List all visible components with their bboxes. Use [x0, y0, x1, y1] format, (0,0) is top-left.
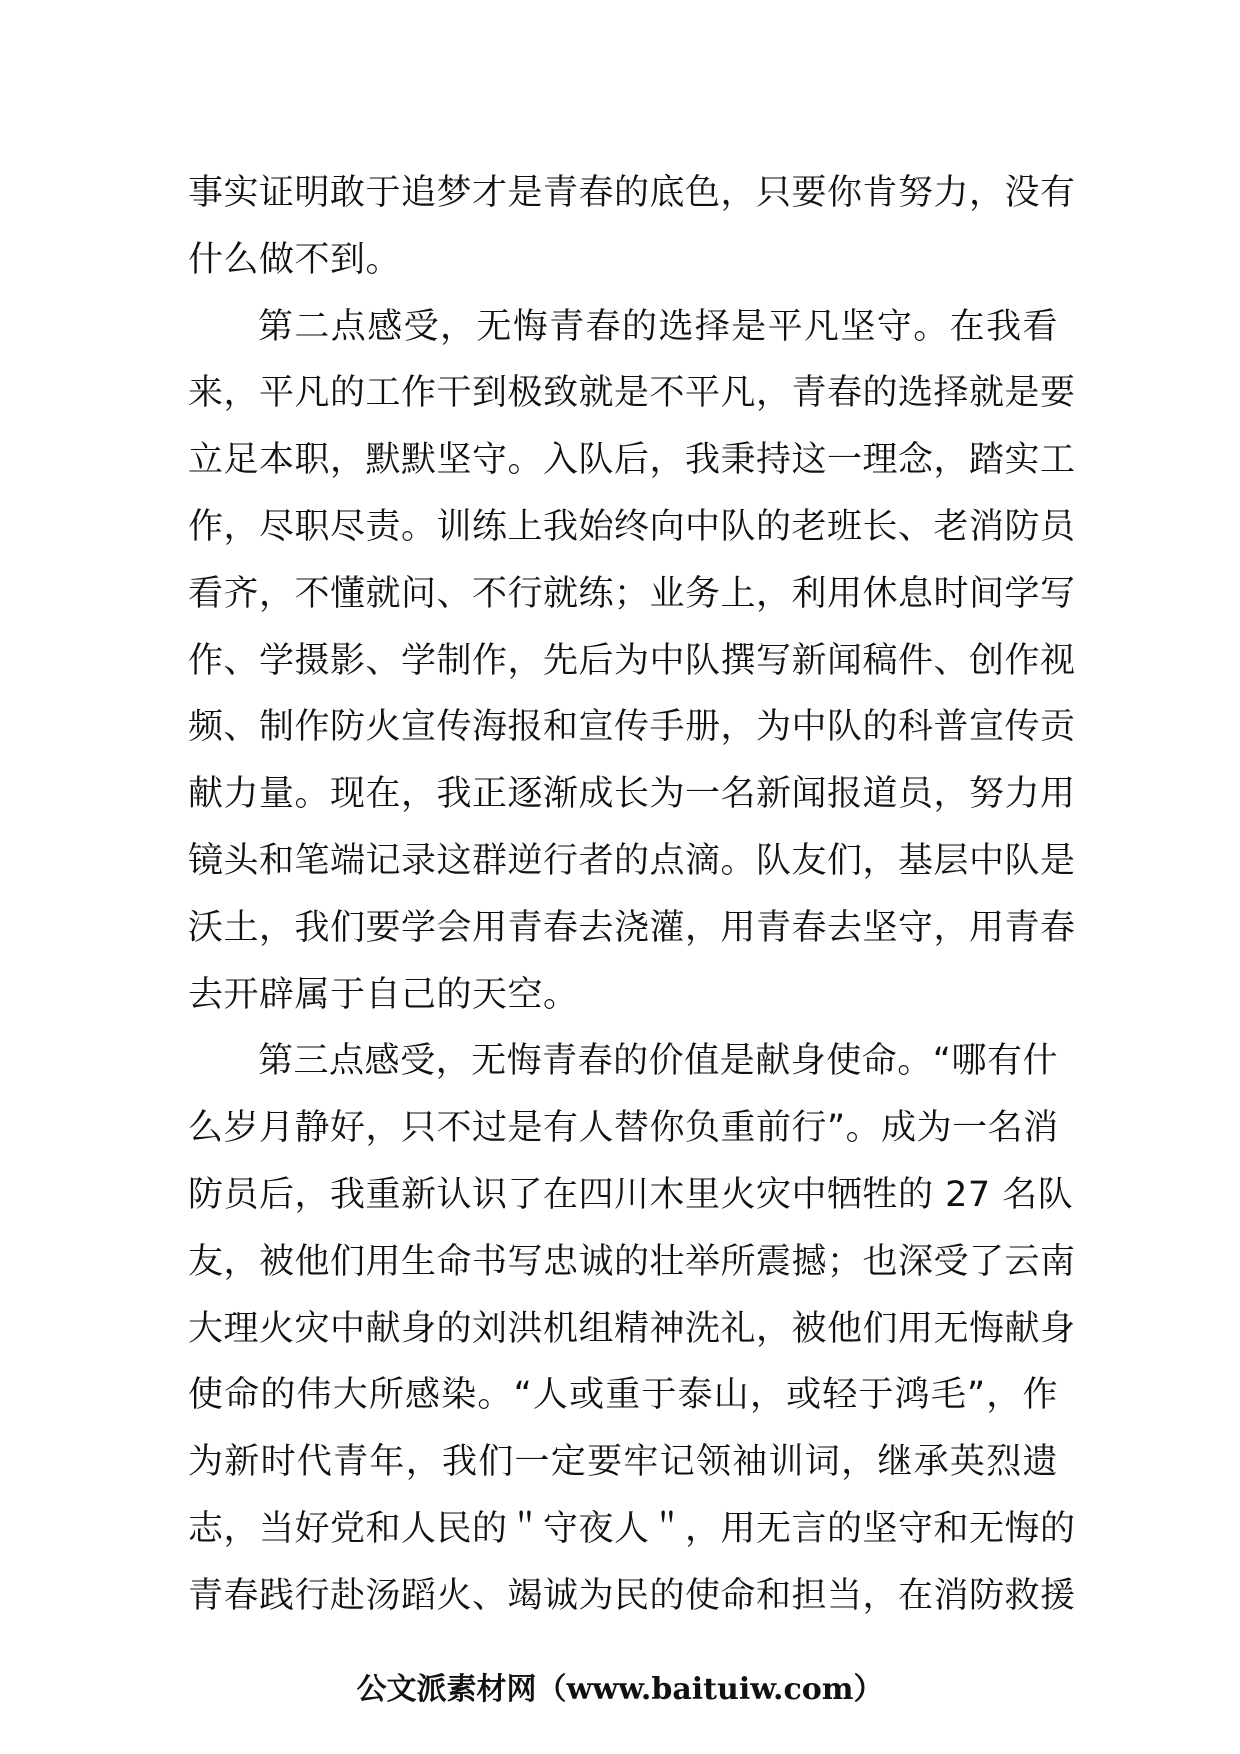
text-line: 青春践行赴汤蹈火、竭诚为民的使命和担当，在消防救援	[188, 1575, 1076, 1616]
text-line: 献力量。现在，我正逐渐成长为一名新闻报道员，努力用	[188, 774, 1076, 815]
text-line: 大理火灾中献身的刘洪机组精神洗礼，被他们用无悔献身	[188, 1308, 1076, 1349]
text-line: 作，尽职尽责。训练上我始终向中队的老班长、老消防员	[188, 506, 1076, 547]
text-line: 镜头和笔端记录这群逆行者的点滴。队友们，基层中队是	[188, 840, 1076, 881]
paragraph-start-line: 第二点感受，无悔青春的选择是平凡坚守。在我看	[258, 306, 1058, 347]
text-line: 沃土，我们要学会用青春去浇灌，用青春去坚守，用青春	[188, 907, 1076, 948]
text-line: 什么做不到。	[188, 239, 402, 280]
paragraph-start-line: 第三点感受，无悔青春的价值是献身使命。“哪有什	[258, 1041, 1058, 1082]
footer-watermark: 公文派素材网（www.baituiw.com）	[356, 1672, 884, 1707]
text-line: 作、学摄影、学制作，先后为中队撰写新闻稿件、创作视	[188, 640, 1076, 681]
text-line: 防员后，我重新认识了在四川木里火灾中牺牲的 27 名队	[188, 1174, 1074, 1215]
text-line: 立足本职，默默坚守。入队后，我秉持这一理念，踏实工	[188, 440, 1076, 481]
text-line: 友，被他们用生命书写忠诚的壮举所震撼；也深受了云南	[188, 1241, 1076, 1282]
document-body	[188, 160, 1076, 1630]
text-line: 么岁月静好，只不过是有人替你负重前行”。成为一名消	[188, 1108, 1059, 1149]
text-line: 志，当好党和人民的＂守夜人＂，用无言的坚守和无悔的	[188, 1508, 1076, 1549]
text-line: 为新时代青年，我们一定要牢记领袖训词，继承英烈遗	[188, 1442, 1058, 1483]
text-line: 来，平凡的工作干到极致就是不平凡，青春的选择就是要	[188, 373, 1076, 414]
text-line: 看齐，不懂就问、不行就练；业务上，利用休息时间学写	[188, 573, 1076, 614]
text-line: 事实证明敢于追梦才是青春的底色，只要你肯努力，没有	[188, 173, 1076, 213]
text-line: 频、制作防火宣传海报和宣传手册，为中队的科普宣传贡	[188, 707, 1076, 748]
text-line: 去开辟属于自己的天空。	[188, 974, 579, 1015]
text-line: 使命的伟大所感染。“人或重于泰山，或轻于鸿毛”，作	[188, 1375, 1058, 1416]
